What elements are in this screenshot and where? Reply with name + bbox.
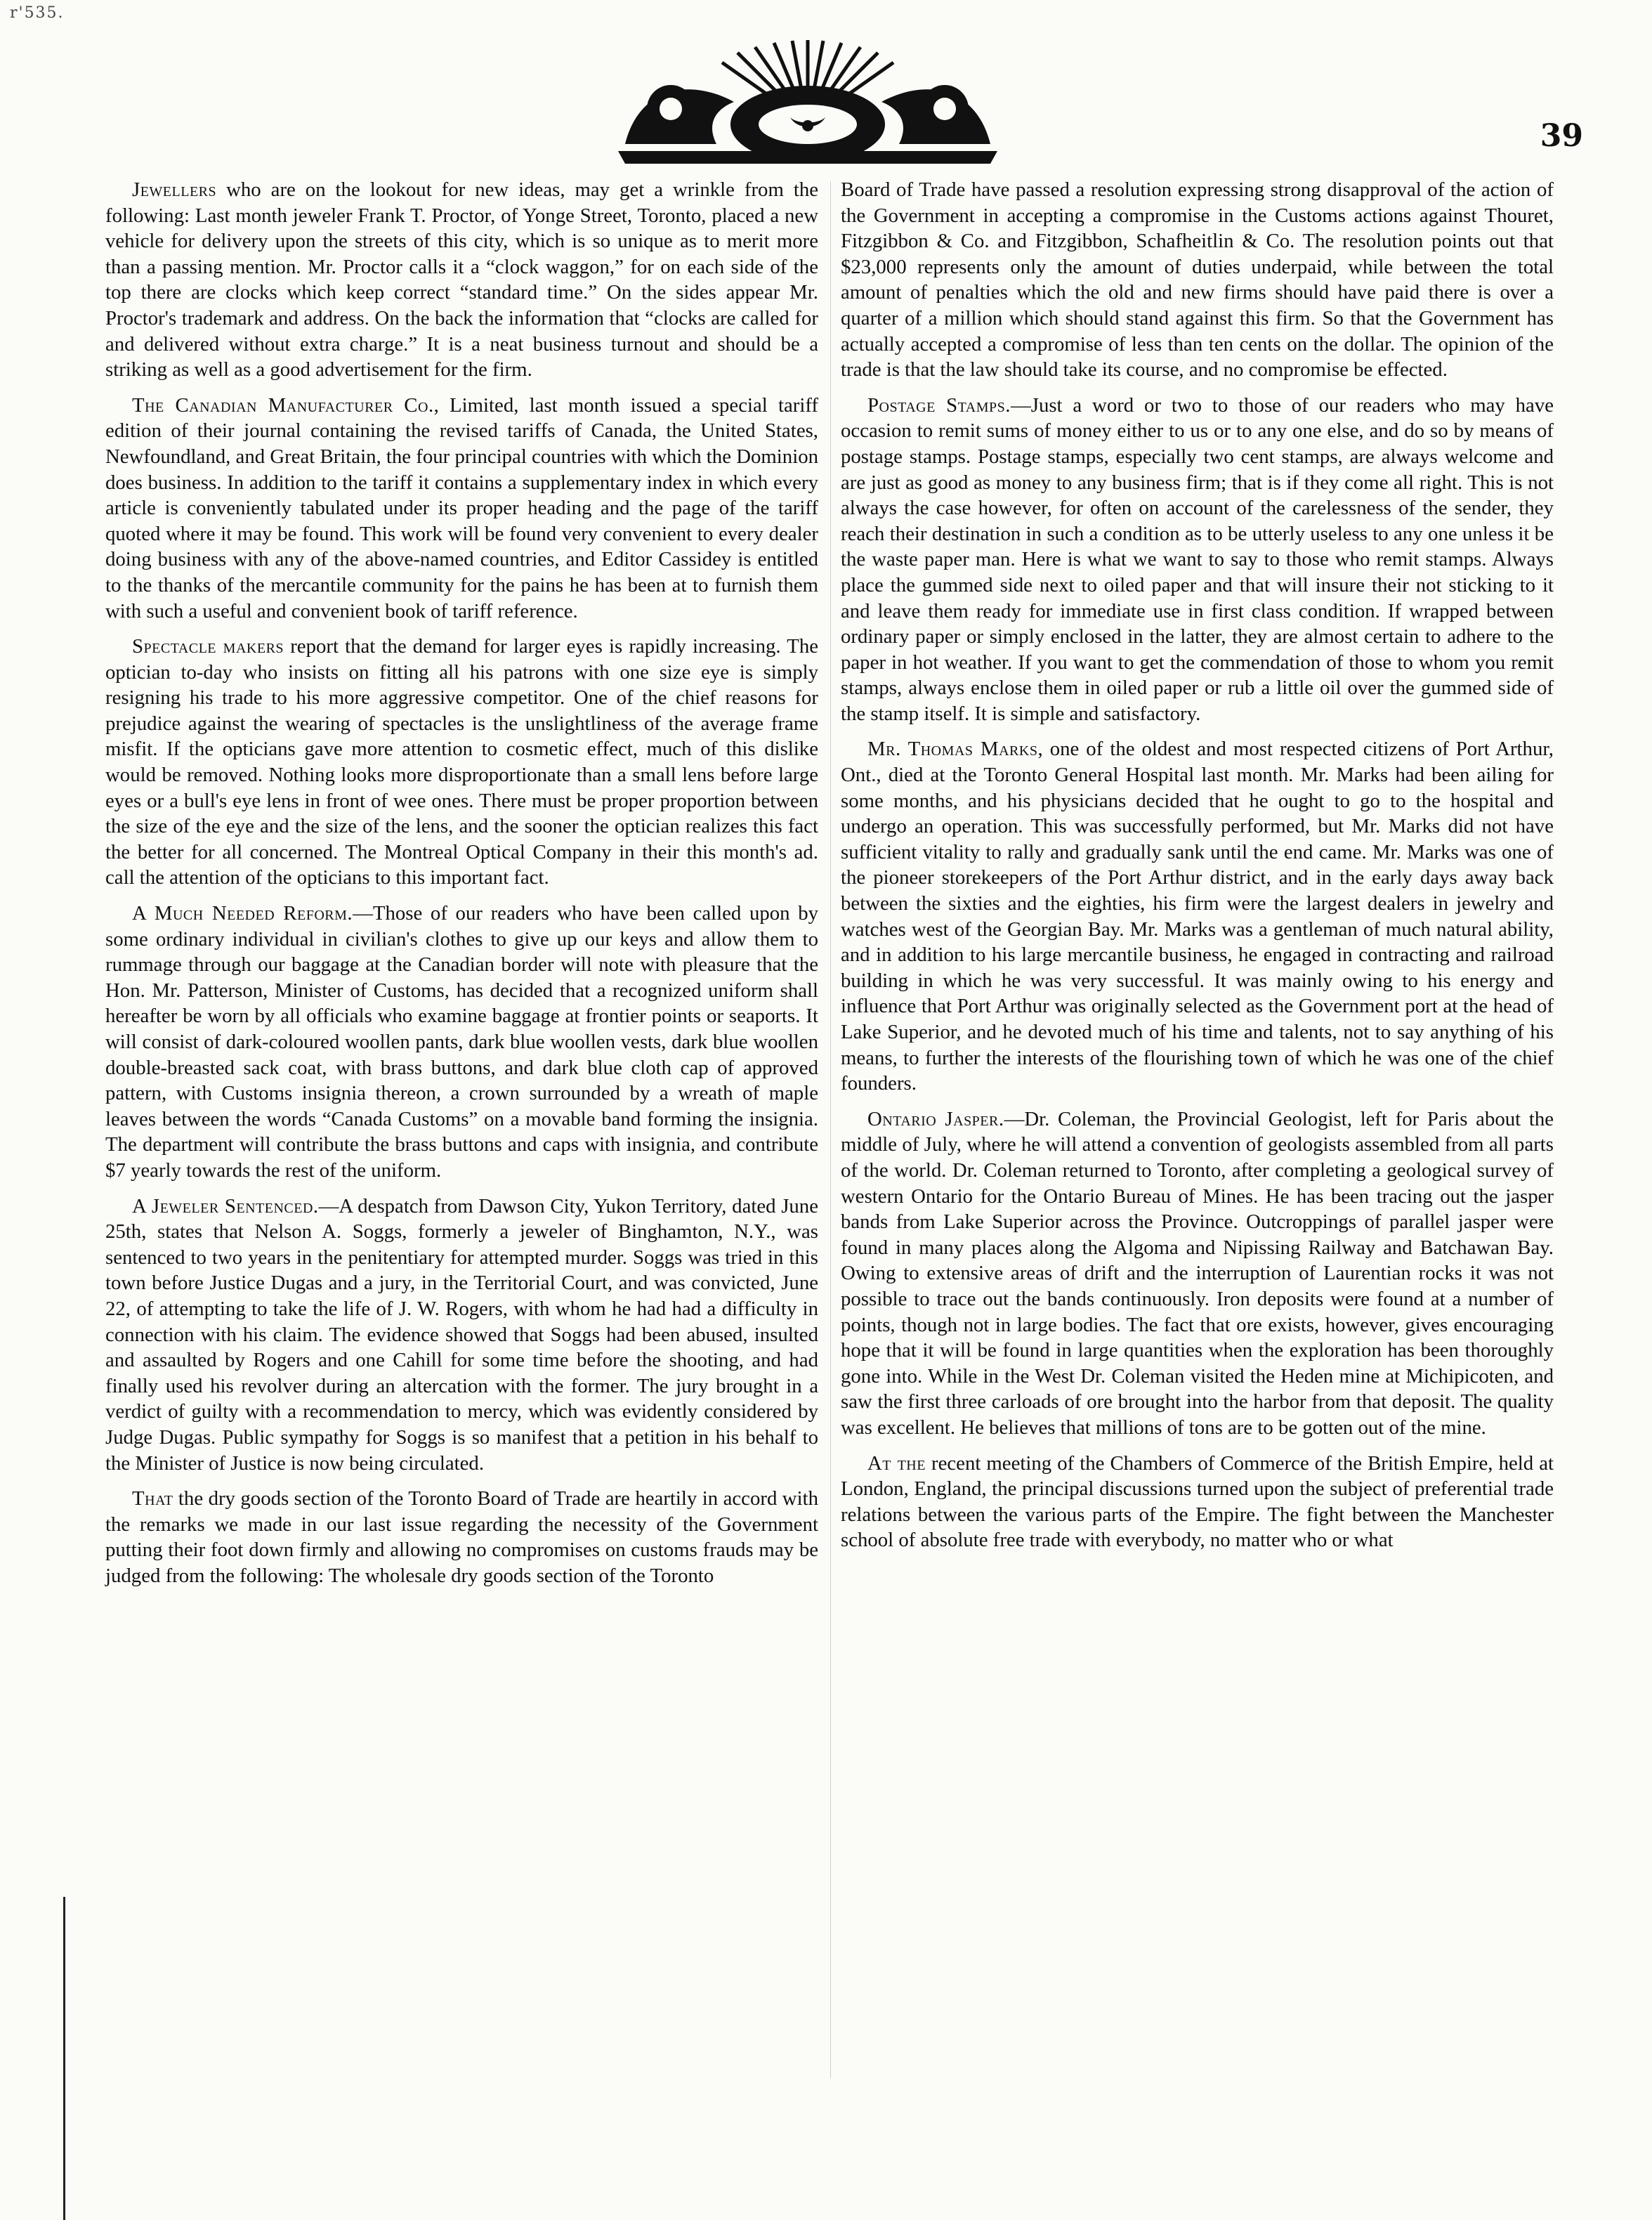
article-body: —Just a word or two to those of our readers who may have occasion to remit sums of money either to us or to any one else, and do so by means of postage stamps. Postage stamps, especially two cent stamps, are always welcome and are just as good as money to any business firm; that is if they come all right. This is not always the case however, for often on account of the carelessness of the sender, they reach their destination in such a condition as to be utterly useless to any one unless it be the waste paper man. Here is what we want to say to those who remit stamps. Always place the gummed side next to oiled paper and that will insure their not sticking to it and leave them ready for immediate use in first class condition. If wrapped between ordinary paper or simply enclosed in the latter, they are almost certain to adhere to the paper in hot weather. If you want to get the commendation of those to whom you remit stamps, always enclose them in oiled paper or rub a little oil over the gummed side of the stamp itself. It is simple and satisfactory. [841, 393, 1554, 725]
article-paragraph [841, 1106, 1554, 1441]
right-column [841, 177, 1554, 1563]
header-ornament-icon [611, 39, 1004, 172]
article-paragraph [105, 393, 818, 624]
article-body: , one of the oldest and most respected citizens of Port Arthur, Ont., died at the Toronto General Hospital last month. Mr. Marks had been ailing for some months, and his physicians decided that he ought to go to the hospital and undergo an operation. This was successfully performed, but Mr. Marks did not have sufficient vitality to rally and gradually sank until the end came. Mr. Marks was one of the pioneer storekeepers of the Port Arthur district, and in the early days away back between the sixties and the eighties, his firm were the largest dealers in jewelry and watches west of the Georgian Bay. Mr. Marks was a gentleman of much natural ability, and in addition to his large mercantile business, he engaged in contracting and railroad building in which he was very successful. It was mainly owing to his energy and influence that Port Arthur was originally selected as the Government port at the head of Lake Superior, and he devoted much of his time and talents, not to say anything of his means, to further the interests of the flourishing town of which he was one of the chief founders. [841, 738, 1554, 1095]
article-lead: Mr. Thomas Marks [867, 738, 1038, 761]
article-lead: Jewellers [132, 178, 217, 201]
article-lead: A Jeweler Sentenced. [132, 1194, 319, 1217]
article-lead: At the [867, 1451, 926, 1475]
article-paragraph [105, 1486, 818, 1588]
article-paragraph [105, 901, 818, 1184]
article-body: the dry goods section of the Toronto Board of Trade are heartily in accord with the remarks we made in our last issue regarding the necessity of the Government putting their foot down firmly and allowing no compromises on customs frauds may be judged from the following: The wholesale dry goods section of the Toronto [105, 1487, 818, 1587]
article-paragraph [105, 177, 818, 383]
article-body: Board of Trade have passed a resolution expressing strong disapproval of the action of the Government in accepting a compromise in the Customs actions against Thouret, Fitzgibbon & Co. and Fitzgibbon, Schafheitlin & Co. The resolution points out that $23,000 represents only the amount of duties underpaid, while between the total amount of penalties which the old and new firms should have paid there is over a quarter of a million which should stand against this firm. So that the Government has actually accepted a compromise of less than ten cents on the dollar. The opinion of the trade is that the law should take its course, and no compromise be effected. [841, 178, 1554, 381]
column-divider [830, 181, 831, 2078]
article-paragraph [841, 393, 1554, 727]
article-lead: The Canadian Manufacturer Co. [132, 393, 434, 417]
article-body: —Dr. Coleman, the Provincial Geologist, left for Paris about the middle of July, where he will attend a convention of geologists assembled from all parts of the world. Dr. Coleman returned to Toronto, after completing a geological survey of western Ontario for the Ontario Bureau of Mines. He has been tracing out the jasper bands from Lake Superior across the Province. Outcroppings of parallel jasper were found in many places along the Algoma and Nipissing Railway and Batchawan Bay. Owing to extensive areas of drift and the interruption of Laurentian rocks it was not possible to trace out the bands continuously. Iron deposits were found at a number of points, though not in large bodies. The fact that ore exists, however, gives encouraging hope that it will be found in large quantities when the exploration has been thoroughly gone into. While in the West Dr. Coleman visited the Heden mine at Michipicoten, and saw the first three carloads of ore brought into the harbor from that deposit. The quality was excellent. He believes that millions of tons are to be gotten out of the mine. [841, 1107, 1554, 1439]
article-paragraph [841, 736, 1554, 1096]
article-lead: Ontario Jasper. [867, 1107, 1004, 1130]
article-body: —Those of our readers who have been called upon by some ordinary individual in civilian's clothes to give up our keys and allow them to rummage through our baggage at the Canadian border will note with pleasure that the Hon. Mr. Patterson, Minister of Customs, has decided that a recognized uniform shall hereafter be worn by all officials who examine baggage at frontier points or seaports. It will consist of dark-coloured woollen pants, dark blue woollen vests, dark blue woollen double-breasted sack coat, with brass buttons, and dark blue cloth cap of approved pattern, with Customs insignia thereon, a crown surrounded by a wreath of maple leaves between the words “Canada Customs” on a movable band forming the insignia. The department will contribute the brass buttons and caps with insignia, and contribute $7 yearly towards the rest of the uniform. [105, 902, 818, 1182]
article-body: —A despatch from Dawson City, Yukon Territory, dated June 25th, states that Nelson A. Soggs, formerly a jeweler of Binghamton, N.Y., was sentenced to two years in the penitentiary for attempted murder. Soggs was tried in this town before Justice Dugas and a jury, in the Territorial Court, and was convicted, June 22, of attempting to take the life of J. W. Rogers, with whom he had had a difficulty in connection with his claim. The evidence showed that Soggs had been abused, insulted and assaulted by Rogers and one Cahill for some time before the shooting, and had finally used his revolver during an altercation with the former. The jury brought in a verdict of guilty with a recommendation to mercy, which was evidently considered by Judge Dugas. Public sympathy for Soggs is so manifest that a petition in his behalf to the Minister of Justice is now being circulated. [105, 1194, 818, 1475]
corner-mark: r'535. [10, 4, 65, 22]
article-paragraph [105, 634, 818, 891]
article-body: report that the demand for larger eyes is rapidly increasing. The optician to-day who insists on fitting all his patrons with one size eye is simply resigning his trade to his more aggressive competitor. One of the chief reasons for prejudice against the wearing of spectacles is the unslightliness of the average frame misfit. If the opticians gave more attention to cosmetic effect, much of this dislike would be removed. Nothing looks more disproportionate than a small lens before large eyes or a bull's eye lens in front of wee ones. There must be proper proportion between the size of the eye and the size of the lens, and the sooner the optician realizes this fact the better for all concerned. The Montreal Optical Company in their this month's ad. call the attention of the opticians to this important fact. [105, 635, 818, 889]
article-lead: Postage Stamps. [867, 393, 1011, 417]
article-body: recent meeting of the Chambers of Commerce of the British Empire, held at London, England, the principal discussions turned upon the subject of preferential trade relations between the various parts of the Empire. The fight between the Manchester school of absolute free trade with everybody, no matter who or what [841, 1451, 1554, 1552]
article-body: , Limited, last month issued a special tariff edition of their journal containing the revised tariffs of Canada, the United States, Newfoundland, and Great Britain, the four principal countries with which the Dominion does business. In addition to the tariff it contains a supplementary index in which every article is conveniently tabulated under its proper heading and the page of the tariff quoted where it may be found. This work will be found very convenient to every dealer doing business with any of the above-named countries, and Editor Cassidey is entitled to the thanks of the mercantile community for the pains he has been at to furnish them with such a useful and convenient book of tariff reference. [105, 393, 818, 622]
article-lead: Spectacle makers [132, 635, 284, 658]
article-paragraph [841, 177, 1554, 383]
article-body: who are on the lookout for new ideas, may get a wrinkle from the following: Last month jeweler Frank T. Proctor, of Yonge Street, Toronto, placed a new vehicle for delivery upon the streets of this city, which is so unique as to merit more than a passing mention. Mr. Proctor calls it a “clock waggon,” for on each side of the top there are clocks which keep correct “standard time.” On the sides appear Mr. Proctor's trademark and address. On the back the information that “clocks are called for and delivered without extra charge.” It is a neat business turnout and should be a striking as well as a good advertisement for the firm. [105, 178, 818, 381]
article-lead: A Much Needed Reform. [132, 902, 353, 925]
page-number: 39 [1540, 118, 1583, 154]
binding-line [63, 1897, 65, 2220]
article-paragraph [841, 1451, 1554, 1553]
article-lead: That [132, 1487, 173, 1510]
article-paragraph [105, 1194, 818, 1477]
left-column [105, 177, 818, 1598]
